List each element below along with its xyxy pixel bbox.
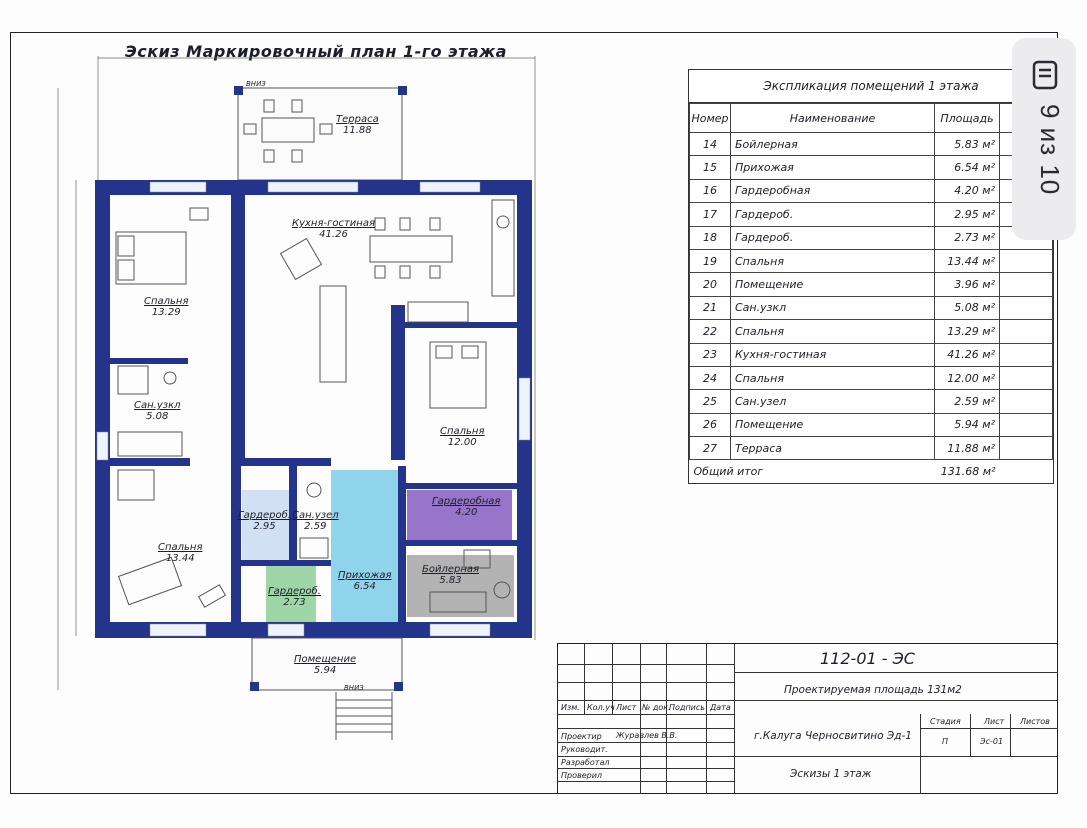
row-name: Кухня-гостиная bbox=[731, 343, 935, 366]
total-label: Общий итог bbox=[690, 460, 935, 483]
col-name-header: Наименование bbox=[731, 104, 935, 133]
table-header-row bbox=[690, 104, 1053, 133]
row-number: 25 bbox=[690, 390, 731, 413]
row-name: Спальня bbox=[731, 366, 935, 389]
stamp-location: г.Калуга Черносвитино Эд-1 bbox=[754, 730, 912, 742]
table-row bbox=[690, 413, 1053, 436]
row-name: Бойлерная bbox=[731, 133, 935, 156]
label-down-top: ВНИЗ bbox=[246, 80, 266, 88]
row-number: 21 bbox=[690, 296, 731, 319]
col-num-header: Номер bbox=[690, 104, 731, 133]
table-row bbox=[690, 156, 1053, 179]
row-number: 14 bbox=[690, 133, 731, 156]
explication-table bbox=[688, 69, 1054, 484]
row-number: 23 bbox=[690, 343, 731, 366]
row-name: Спальня bbox=[731, 320, 935, 343]
total-row bbox=[690, 460, 1053, 483]
explication-title: Экспликация помещений 1 этажа bbox=[689, 70, 1053, 103]
stamp-stage-value: П bbox=[942, 737, 949, 746]
row-area: 5.94 м² bbox=[935, 413, 1000, 436]
row-name: Помещение bbox=[731, 273, 935, 296]
row-number: 17 bbox=[690, 203, 731, 226]
stamp-col-izm: Изм. bbox=[561, 703, 580, 712]
room-south: Помещение 5.94 bbox=[294, 654, 357, 676]
stamp-stage-header: Стадия bbox=[930, 717, 961, 726]
row-name: Терраса bbox=[731, 437, 935, 460]
stamp-col-data: Дата bbox=[710, 703, 731, 712]
row-area: 5.08 м² bbox=[935, 296, 1000, 319]
table-row bbox=[690, 249, 1053, 272]
table-row bbox=[690, 390, 1053, 413]
stamp-sheet-title: Эскизы 1 этаж bbox=[790, 768, 872, 780]
row-area: 41.26 м² bbox=[935, 343, 1000, 366]
row-name: Сан.узкл bbox=[731, 296, 935, 319]
row-name: Гардероб. bbox=[731, 226, 935, 249]
row-area: 13.29 м² bbox=[935, 320, 1000, 343]
row-number: 16 bbox=[690, 179, 731, 202]
stamp-person-1: Журавлев В.В. bbox=[616, 731, 678, 740]
stamp-sheet-value: Эс-01 bbox=[980, 737, 1004, 746]
stamp-col-koluch: Кол.уч bbox=[587, 703, 615, 712]
row-name: Гардероб. bbox=[731, 203, 935, 226]
room-bath-west: Сан.узкл 5.08 bbox=[134, 400, 181, 422]
stamp-role-2: Руководит. bbox=[561, 745, 608, 754]
row-area: 2.59 м² bbox=[935, 390, 1000, 413]
room-bedroom-nw: Спальня 13.29 bbox=[144, 296, 189, 318]
total-value: 131.68 м² bbox=[935, 460, 1000, 483]
stamp-role-4: Проверил bbox=[561, 771, 603, 780]
table-row bbox=[690, 343, 1053, 366]
room-terrace: Терраса 11.88 bbox=[336, 114, 379, 136]
row-area: 13.44 м² bbox=[935, 249, 1000, 272]
label-down-bottom: ВНИЗ bbox=[344, 684, 364, 692]
row-name: Помещение bbox=[731, 413, 935, 436]
room-wardrobe-a: Гардероб. 2.95 bbox=[238, 510, 291, 532]
room-hall: Прихожая 6.54 bbox=[338, 570, 392, 592]
stamp-sheets-header: Листов bbox=[1020, 717, 1050, 726]
row-area: 6.54 м² bbox=[935, 156, 1000, 179]
table-row bbox=[690, 366, 1053, 389]
row-name: Прихожая bbox=[731, 156, 935, 179]
stamp-role-1: Проектир bbox=[561, 732, 602, 741]
col-area-header: Площадь bbox=[935, 104, 1000, 133]
row-area: 5.83 м² bbox=[935, 133, 1000, 156]
page-indicator-text: 9 из 10 bbox=[1035, 104, 1065, 196]
table-row bbox=[690, 133, 1053, 156]
row-name: Сан.узел bbox=[731, 390, 935, 413]
row-area: 2.95 м² bbox=[935, 203, 1000, 226]
title-block bbox=[557, 643, 1058, 794]
room-bedroom-east: Спальня 12.00 bbox=[440, 426, 485, 448]
row-area: 2.73 м² bbox=[935, 226, 1000, 249]
page-indicator[interactable] bbox=[1012, 38, 1076, 240]
plan-title: Эскиз Маркировочный план 1-го этажа bbox=[125, 42, 507, 61]
row-area: 3.96 м² bbox=[935, 273, 1000, 296]
page-grid-icon bbox=[1032, 60, 1058, 90]
room-wardrobe-b: Гардероб. 2.73 bbox=[268, 586, 321, 608]
table-row bbox=[690, 203, 1053, 226]
stamp-role-3: Разработал bbox=[561, 758, 610, 767]
row-name: Спальня bbox=[731, 249, 935, 272]
table-row bbox=[690, 437, 1053, 460]
stamp-code: 112-01 - ЭС bbox=[820, 649, 915, 668]
row-number: 22 bbox=[690, 320, 731, 343]
row-number: 24 bbox=[690, 366, 731, 389]
row-name: Гардеробная bbox=[731, 179, 935, 202]
table-row bbox=[690, 226, 1053, 249]
stamp-sheet-header: Лист bbox=[984, 717, 1005, 726]
row-area: 11.88 м² bbox=[935, 437, 1000, 460]
room-bath-south: Сан.узел 2.59 bbox=[292, 510, 339, 532]
room-bedroom-sw: Спальня 13.44 bbox=[158, 542, 203, 564]
row-area: 4.20 м² bbox=[935, 179, 1000, 202]
stamp-col-ndok: № док. bbox=[642, 703, 671, 712]
stamp-col-podpis: Подпись bbox=[669, 703, 705, 712]
row-number: 18 bbox=[690, 226, 731, 249]
room-dressing: Гардеробная 4.20 bbox=[432, 496, 501, 518]
row-number: 19 bbox=[690, 249, 731, 272]
table-row bbox=[690, 273, 1053, 296]
room-boiler: Бойлерная 5.83 bbox=[422, 564, 480, 586]
row-number: 15 bbox=[690, 156, 731, 179]
room-kitchen: Кухня-гостиная 41.26 bbox=[292, 218, 375, 240]
table-row bbox=[690, 320, 1053, 343]
stamp-area-note: Проектируемая площадь 131м2 bbox=[784, 684, 962, 696]
row-number: 27 bbox=[690, 437, 731, 460]
row-area: 12.00 м² bbox=[935, 366, 1000, 389]
row-number: 20 bbox=[690, 273, 731, 296]
table-row bbox=[690, 296, 1053, 319]
stamp-col-list: Лист bbox=[616, 703, 637, 712]
table-row bbox=[690, 179, 1053, 202]
row-number: 26 bbox=[690, 413, 731, 436]
